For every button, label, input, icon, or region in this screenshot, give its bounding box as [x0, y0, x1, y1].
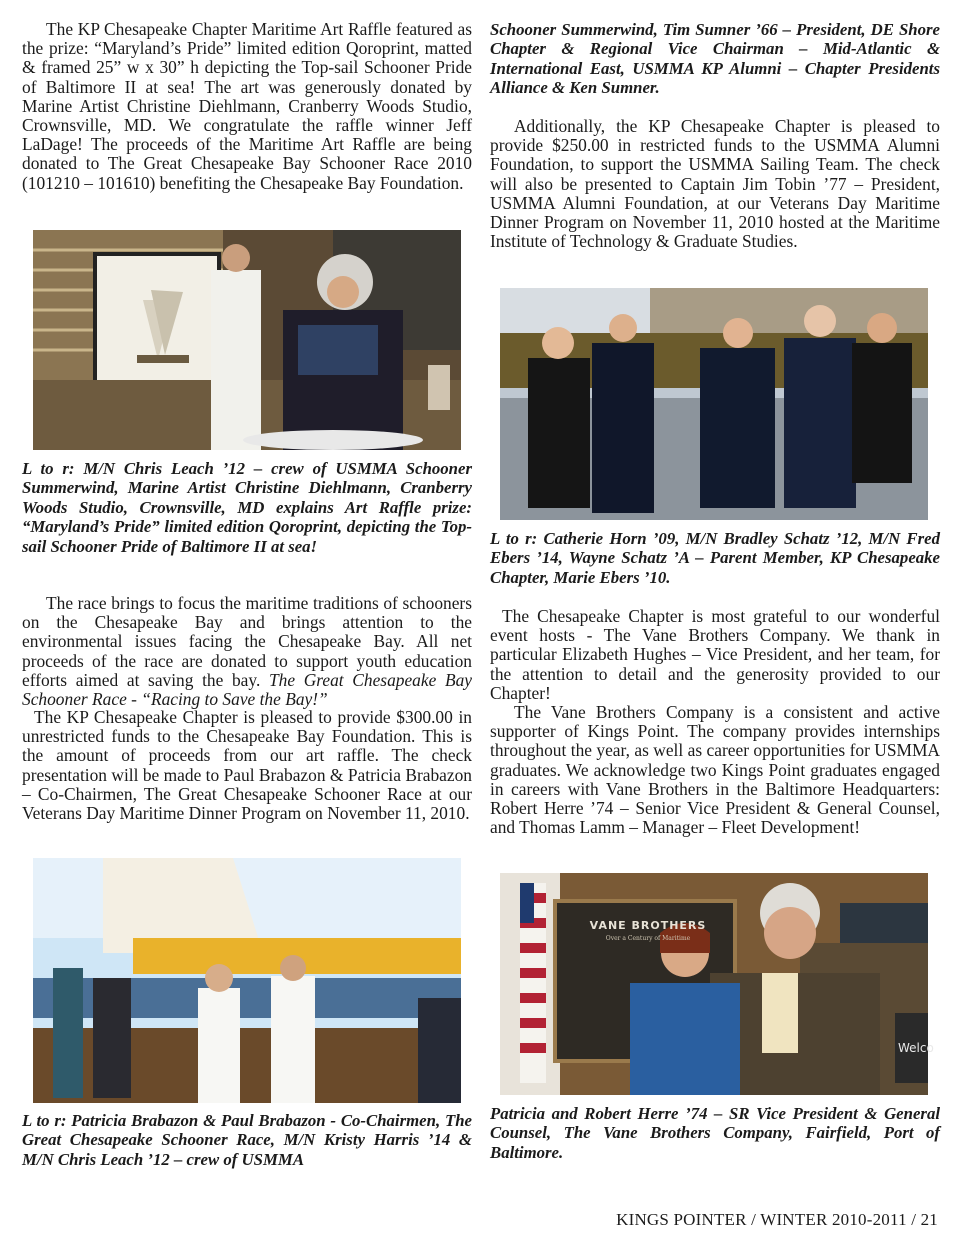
caption-continued: Schooner Summerwind, Tim Sumner ’66 – President, DE Shore Chapter & Regional Vice Chairman – Mid-Atlantic & International East, USMMA KP Alumni – Chapter Presidents Alliance & Ken Sumner.: [490, 20, 940, 98]
photo-art-raffle: [33, 230, 461, 450]
article-paragraph-2: [22, 594, 472, 709]
page-footer: KINGS POINTER / WINTER 2010-2011 / 21: [616, 1210, 938, 1229]
photo-herre: [500, 873, 934, 1095]
article-paragraph-3: The KP Chesapeake Chapter is pleased to provide $300.00 in unrestricted funds to the Chesapeake Bay Foundation. This is the amount of proceeds from our art raffle. The check presentation will be made to Paul Brabazon & Patricia Brabazon – Co-Chairmen, The Great Chesapeake Schooner Race at our Veterans Day Maritime Dinner Program on November 11, 2010.: [22, 707, 472, 824]
article-paragraph-5: The Chesapeake Chapter is most grateful to our wonderful event hosts - The Vane Brothers Company. We thank in particular Elizabeth Hughes – Vice President, and her team, for the attention to detail and the generosity provided to our Chapter!: [490, 606, 940, 703]
caption-schooner-deck: L to r: Patricia Brabazon & Paul Brabazon - Co-Chairmen, The Great Chesapeake Schooner Race, M/N Kristy Harris ’14 & M/N Chris Leach ’12 – crew of USMMA: [22, 1111, 472, 1169]
photo-schooner-deck: [33, 858, 461, 1103]
race-text: The race brings to focus the maritime traditions of schooners on the Chesapeake Bay and brings attention to the environmental issues facing the Chesapeake Bay. All net proceeds of the race are donated to support youth education efforts aimed at saving the bay.: [22, 593, 472, 690]
poster-title: VANE BROTHERS: [589, 919, 707, 932]
article-paragraph-1: The KP Chesapeake Chapter Maritime Art Raffle featured as the prize: “Maryland’s Pride” limited edition Qoroprint, matted & framed 25” w x 30” h depicting the Top-sail Schooner Pride of Baltimore II at sea! The art was generously donated by Marine Artist Christine Diehlmann, Cranberry Woods Studio, Crownsville, MD. We congratulate the raffle winner Jeff LaDage! The proceeds of the Maritime Art Raffle are being donated to The Great Chesapeake Bay Schooner Race 2010 (101210 – 101610) benefiting the Chesapeake Bay Foundation.: [22, 19, 472, 193]
welcome-sign: Welco: [898, 1041, 934, 1055]
article-paragraph-4: Additionally, the KP Chesapeake Chapter is pleased to provide $250.00 in restricted funds to the USMMA Alumni Foundation, to support the USMMA Sailing Team. The check will also be presented to Captain Jim Tobin ’77 – President, USMMA Alumni Foundation, at our Veterans Day Maritime Dinner Program on November 11, 2010 hosted at the Maritime Institute of Technology & Graduate Studies.: [490, 116, 940, 252]
article-paragraph-6: The Vane Brothers Company is a consistent and active supporter of Kings Point. The company provides internships throughout the year, as well as career opportunities for USMMA graduates. We acknowledge two Kings Point graduates engaged in careers with Vane Brothers in the Baltimore Headquarters: Robert Herre ’74 – Senior Vice President & General Counsel, and Thomas Lamm – Manager – Fleet Development!: [490, 702, 940, 838]
race-slogan: The Great Chesapeake Bay Schooner Race - “Racing to Save the Bay!”: [22, 669, 472, 710]
caption-herre: Patricia and Robert Herre ’74 – SR Vice President & General Counsel, The Vane Brothers Company, Fairfield, Port of Baltimore.: [490, 1104, 940, 1162]
caption-art-raffle: L to r: M/N Chris Leach ’12 – crew of USMMA Schooner Summerwind, Marine Artist Christine Diehlmann, Cranberry Woods Studio, Crownsville, MD explains Art Raffle prize: “Maryland’s Pride” limited edition Qoroprint, depicting the Top-sail Schooner Pride of Baltimore II at sea!: [22, 459, 472, 556]
poster-subtitle: Over a Century of Maritime: [605, 935, 691, 942]
photo-group-five: [500, 288, 928, 520]
caption-group-five: L to r: Catherie Horn ’09, M/N Bradley Schatz ’12, M/N Fred Ebers ’14, Wayne Schatz ’A – Parent Member, KP Chesapeake Chapter, Marie Ebers ’10.: [490, 529, 940, 587]
